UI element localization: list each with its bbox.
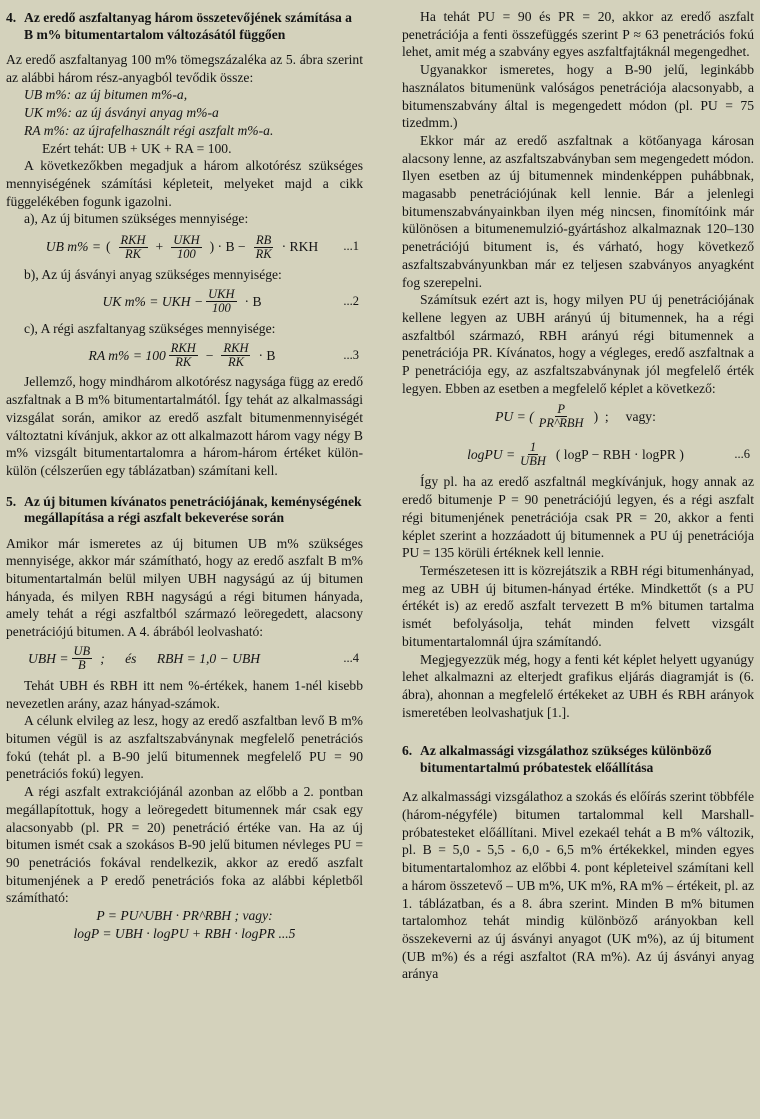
paragraph: A régi aszfalt extrakciójánál azonban az előbb a 2. pontban megállapítottuk, hogy a leöregedett bitumennek már csak egy alacsonyabb (pl. PR = 20) penetráció értéke van. Ha az új bitumen ismét csak a szokásos B-90 jelű bitumen névleges PU = 90 penetrációs fokával rendelkezik, akkor az eredő aszfalt bitumenjének a P eredő penetrációs foka az alábbi képletből számítható: xyxy=(6,784,363,906)
fraction: $\frac{RB}{RK}$ xyxy=(255,232,272,261)
fraction: $\frac{\text{RKH}}{RK}$ xyxy=(120,232,146,261)
equation-number: ...6 xyxy=(734,446,750,461)
paragraph: A következőkben megadjuk a három alkotórész szükséges mennyiségének számítási képleteit, melyeket majd a cikk függelékében fogunk igazolni. xyxy=(6,158,363,209)
equation-3: RA m% = 100 $\frac{\text{RKH}}{RK}$ − $\frac{\text{RKH}}{RK}$ · B ...3 xyxy=(88,340,359,369)
list-item: UK m%: az új ásványi anyag m%-a xyxy=(24,105,219,121)
section-4-heading xyxy=(6,10,363,43)
equation-number: ...1 xyxy=(343,239,359,254)
equation-number: ...4 xyxy=(343,651,359,666)
formula-label: c), A régi aszfaltanyag szükséges mennyisége: xyxy=(24,320,276,336)
equation-2: UK m% = UKH − $\frac{\text{UKH}}{100}$ · B ...2 xyxy=(102,287,359,316)
paragraph: Számítsuk ezért azt is, hogy milyen PU új penetrációjának kellene legyen az UBH arányú új bitumennek, ha a régi aszfaltból származó, RBH arányú régi bitumennek a penetrációja PR. Kívánatos, hogy a végleges, eredő aszfaltnak a P penetrációja egy, az aszfaltszabványnak jól megfelelő érték legyen. Ebben az esetben a megfelelő képlet a következő: xyxy=(402,292,754,396)
formula-label: a), Az új bitumen szükséges mennyisége: xyxy=(24,211,249,227)
section-title: Az alkalmassági vizsgálathoz szükséges különböző bitumentartalmú próbatestek előállítása xyxy=(420,743,712,775)
paragraph: Így pl. ha az eredő aszfaltnál megkívánjuk, hogy annak az eredő bitumenje P = 90 penetrációjú legyen, és a régi aszfalt régi bitumenjének penetrációja csak PR = 20, akkor a fenti képlet szerint a hozzáadott új bitumennek a PU új penetrációja PU = 135 körüli értéknek kell lennie. xyxy=(402,474,754,561)
equation-number: ...3 xyxy=(343,347,359,362)
section-6-heading xyxy=(402,743,754,776)
paragraph: Ugyanakkor ismeretes, hogy a B-90 jelű, leginkább használatos bitumenünk valóságos penetrációja alacsonyabb, a bitumenszabvány által is megengedett módon (pl. PU = 75 tizedmm.) xyxy=(402,62,754,131)
fraction: $\frac{1}{\text{UBH}}$ xyxy=(520,439,546,468)
paragraph: Ha tehát PU = 90 és PR = 20, akkor az eredő aszfalt penetrációja a fenti összefüggés szerint P ≈ 63 penetrációs fokú lehet, amit még a szabvány egyes aszfaltfajtáknál megengedhet. xyxy=(402,9,754,60)
equation-number: ...2 xyxy=(343,293,359,308)
left-column xyxy=(6,0,363,942)
paragraph: Az alkalmassági vizsgálathoz a szokás és előírás szerint többféle (három-négyféle) bitumen tartalommal kell Marshall-próbatesteket előállítani. Mivel ezekaél tehát a B m% változik, pl. B = 5,0 - 5,5 - 6,0 - 6,5 m% értékekkel, minden egyes bitumentartalomhoz az előbbi 4. pont képleteivel számítani kell a három összetevő – UB m%, UK m%, RA m% – értékeit, pl. az 1. táblázatban, és a 8. ábra szerint. Minden B m% bitumen tartalomhoz tehát mindig különböző arányokban kell összekeverni az új ásványi anyagot (UK m%), az új bitument (UB m%) és a régi aszfaltot (RA m%). Az új ásványi anyag aránya xyxy=(402,789,754,982)
equation-5b: logP = UBH · logPU + RBH · logPR ...5 xyxy=(73,925,296,941)
equation-6a: PU = ( $\frac{P}{\text{PR\textasciicircum{}RBH}}$ ) ; vagy: xyxy=(495,401,656,430)
section-title: Az eredő aszfaltanyag három összetevőjének számítása a B m% bitumentartalom változásától függően xyxy=(24,10,352,42)
fraction: $\frac{\text{RKH}}{RK}$ xyxy=(170,340,196,369)
paragraph: Tehát UBH és RBH itt nem %-értékek, hanem 1-nél kisebb nevezetlen arány, azaz hányad-számok. xyxy=(6,677,363,711)
paragraph: Természetesen itt is közrejátszik a RBH régi bitumenhányad, meg az UBH új bitumen-hányad értéke. Mindkettőt (s a PU értékét is) az eredő aszfalt tervezett B m% bitumen tartalma ismét befolyásolja, tehát minden felvett vizsgált bitumentartalomnál újra számítandó. xyxy=(402,562,754,649)
paragraph: Jellemző, hogy mindhárom alkotórész nagysága függ az eredő aszfaltnak a B m% bitumentartalmától. Így tehát az alkalmassági vizsgálat során, amikor az eredő aszfalt bitumenmennyiségét változtatni kívánjuk, akkor az ott alkalmazott három vagy négy B m% vizsgált bitumentartalomra a három-három értéket külön-külön (célszerűen egy táblázatban) számítani kell. xyxy=(6,374,363,478)
section-number: 6. xyxy=(402,743,413,759)
fraction: $\frac{\text{RKH}}{RK}$ xyxy=(223,340,249,369)
list-item: UB m%: az új bitumen m%-a, xyxy=(24,87,188,103)
section-number: 5. xyxy=(6,493,17,509)
equation-5a: P = PU^UBH · PR^RBH ; vagy: xyxy=(96,908,273,924)
fraction: $\frac{UB}{B}$ xyxy=(73,644,91,673)
paragraph: Megjegyezzük még, hogy a fenti két képlet helyett ugyanúgy lehet alkalmazni az elterjedt grafikus eljárás diagramját is (6. ábra), ahonnan a megfelelő értékeket az UBH és RBH arányok ismeretében leolvashatjuk [1.]. xyxy=(402,651,754,720)
equation-6b: logPU = $\frac{1}{\text{UBH}}$ ( logP − RBH · logPR ) ...6 xyxy=(467,439,750,468)
fraction: $\frac{\text{UKH}}{100}$ xyxy=(173,232,200,261)
formula-label: b), Az új ásványi anyag szükséges mennyisége: xyxy=(24,267,282,283)
fraction: $\frac{P}{\text{PR\textasciicircum{}RBH}}$ xyxy=(538,401,584,430)
paragraph: Az eredő aszfaltanyag 100 m% tömegszázaléka az 5. ábra szerint az alábbi három rész-anyagból tevődik össze: xyxy=(6,52,363,85)
section-number: 4. xyxy=(6,10,17,25)
paragraph: Amikor már ismeretes az új bitumen UB m% szükséges mennyisége, akkor már számítható, hogy az eredő aszfalt B m% bitumentartalmán belül milyen UBH nagyságú az új bitumen hányada, és milyen RBH nagyságú a régi bitumen hányada, amely tehát a régi aszfaltból származó leöregedett, alacsony penetrációjú bitumen. A 4. ábrából leolvasható: xyxy=(6,535,363,640)
equation-4: UBH = $\frac{UB}{B}$ ; és RBH = 1,0 − UBH ...4 xyxy=(28,644,359,673)
paragraph: A célunk elvileg az lesz, hogy az eredő aszfaltban levő B m% bitumen végül is az aszfaltszabványnak megfelelő penetrációs fokú (tehát pl. a B-90 jelű bitumennek megfelelő PU = 90 penetrációs fokú) legyen. xyxy=(6,713,363,782)
sum-formula: Ezért tehát: UB + UK + RA = 100. xyxy=(42,140,232,156)
section-title: Az új bitumen kívánatos penetrációjának, keménységének megállapítása a régi aszfalt bekeverése során xyxy=(24,493,362,526)
equation-1: UB m% = ( $\frac{\text{RKH}}{RK}$ + $\frac{\text{UKH}}{100}$ ) · B − $\frac{RB}{RK}$ · RKH ...1 xyxy=(45,232,359,261)
fraction: $\frac{\text{UKH}}{100}$ xyxy=(208,287,235,316)
list-item: RA m%: az újrafelhasznált régi aszfalt m%-a. xyxy=(24,122,274,138)
paragraph: Ekkor már az eredő aszfaltnak a kötőanyaga károsan alacsony lenne, az aszfaltszabványban sem megengedett módon. Ilyen esetben az új bitumennek mindenképpen puhábbnak, magasabb penetrációjúnak kell lennie. Bár a jelenlegi bitumenszabványainkban ilyen még nincsen, finomítóink már különösen a bitumenemulzió-gyártáshoz alkalmaznak 120–130 penetrációjú bitument is, és várható, hogy következő aszfaltszabványunkban már ez teljesen szabványos anyagként fog szerepelni. xyxy=(402,132,754,290)
section-5-heading xyxy=(6,494,363,527)
right-column xyxy=(402,0,754,983)
